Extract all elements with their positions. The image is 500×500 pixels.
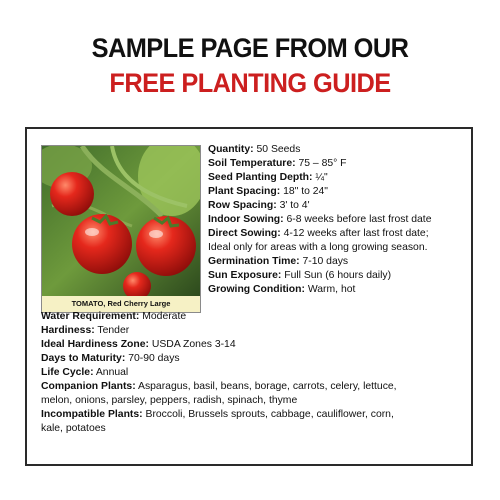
direct-sowing-row [208,227,429,241]
incompatible-plants-value: Broccoli, Brussels sprouts, cabbage, cauliflower, corn, [145,409,394,420]
direct-sowing-row-continued [208,241,428,255]
sun-exposure-label: Sun Exposure: [208,270,282,281]
life-cycle-value: Annual [95,367,129,378]
germination-time-value: 7-10 days [302,256,349,267]
germination-time-row [208,255,348,269]
indoor-sowing-row [208,213,431,227]
row-spacing-row [208,199,310,213]
days-to-maturity-row [41,352,180,366]
companion-plants-row [41,380,397,394]
direct-sowing-label: Direct Sowing: [208,228,281,239]
ideal-hardiness-zone-value: USDA Zones 3-14 [151,339,236,350]
germination-time-label: Germination Time: [208,256,300,267]
water-requirement-label: Water Requirement: [41,311,140,322]
hardiness-label: Hardiness: [41,325,95,336]
growing-condition-label: Growing Condition: [208,284,305,295]
life-cycle-row [41,366,128,380]
hardiness-value: Tender [97,325,130,336]
sun-exposure-value: Full Sun (6 hours daily) [284,270,392,281]
plant-spacing-value: 18" to 24" [283,186,328,197]
incompatible-plants-label: Incompatible Plants: [41,409,143,420]
tomato-image [42,146,200,296]
quantity-label: Quantity: [208,144,254,155]
ideal-hardiness-zone-label: Ideal Hardiness Zone: [41,339,149,350]
page-heading-line-1: SAMPLE PAGE FROM OUR [91,33,409,63]
water-requirement-value: Moderate [142,311,187,322]
days-to-maturity-value: 70-90 days [128,353,180,364]
planting-guide-card [25,127,473,466]
photo-caption: TOMATO, Red Cherry Large [71,299,171,308]
row-spacing-label: Row Spacing: [208,200,277,211]
incompatible-plants-value-line2: kale, potatoes [41,423,106,434]
quantity-row [208,143,300,157]
soil-temperature-label: Soil Temperature: [208,158,296,169]
water-requirement-row [41,310,186,324]
direct-sowing-value: 4-12 weeks after last frost date; [283,228,429,239]
indoor-sowing-value: 6-8 weeks before last frost date [286,214,432,225]
direct-sowing-value-line2: Ideal only for areas with a long growing season. [208,242,428,253]
seed-planting-depth-value: ¼" [315,172,328,183]
plant-spacing-row [208,185,328,199]
seed-planting-depth-label: Seed Planting Depth: [208,172,313,183]
soil-temperature-row [208,157,347,171]
incompatible-plants-row [41,408,394,422]
companion-plants-value-line2: melon, onions, parsley, peppers, radish, spinach, thyme [41,395,298,406]
growing-condition-row [208,283,355,297]
companion-plants-label: Companion Plants: [41,381,136,392]
seed-planting-depth-row [208,171,328,185]
quantity-value: 50 Seeds [256,144,301,155]
ideal-hardiness-zone-row [41,338,236,352]
plant-spacing-label: Plant Spacing: [208,186,281,197]
sun-exposure-row [208,269,391,283]
soil-temperature-value: 75 – 85° F [298,158,347,169]
days-to-maturity-label: Days to Maturity: [41,353,126,364]
page-heading-line-2: FREE PLANTING GUIDE [109,68,391,98]
indoor-sowing-label: Indoor Sowing: [208,214,284,225]
hardiness-row [41,324,129,338]
growing-condition-value: Warm, hot [307,284,356,295]
companion-plants-row-continued [41,394,297,408]
tomato-photo [41,145,201,313]
life-cycle-label: Life Cycle: [41,367,94,378]
companion-plants-value: Asparagus, basil, beans, borage, carrots, celery, lettuce, [138,381,397,392]
row-spacing-value: 3' to 4' [279,200,310,211]
incompatible-plants-row-continued [41,422,106,436]
